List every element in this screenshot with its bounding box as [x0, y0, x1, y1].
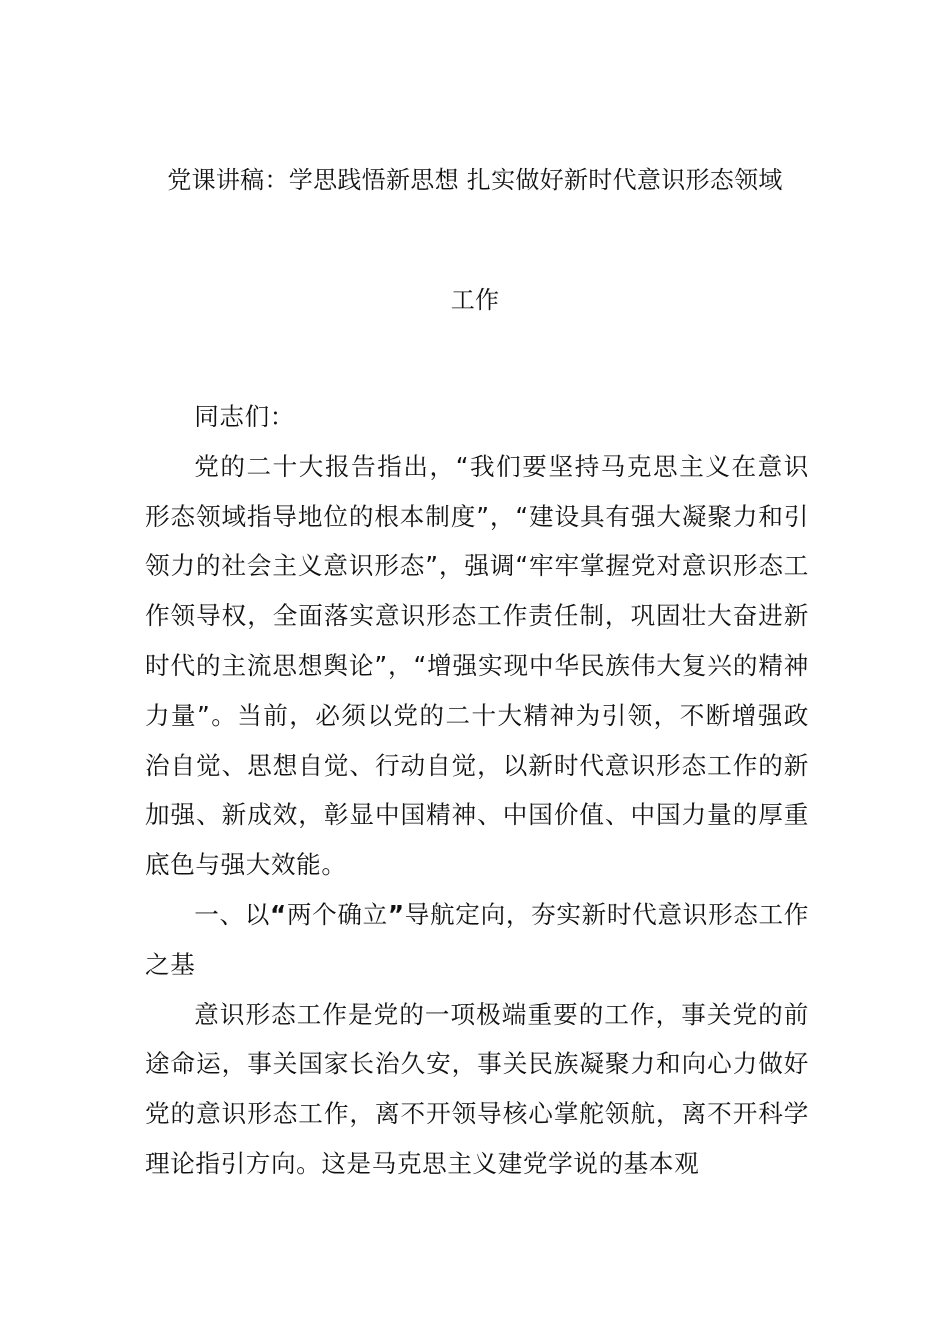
- section-heading-quoted: 两个确立: [286, 899, 388, 929]
- section-heading-1: [145, 890, 809, 990]
- salutation: 同志们：: [194, 402, 295, 431]
- document-body: [145, 392, 809, 1189]
- section-heading-prefix: 一、以: [194, 899, 270, 929]
- paragraph-2: 意识形态工作是党的一项极端重要的工作，事关党的前途命运，事关国家长治久安，事关民族凝聚力和向心力做好党的意识形态工作，离不开领导核心掌舵领航，离不开科学理论指引方向。这是马克思主义建党学说的基本观: [145, 999, 809, 1178]
- document-title-line-2: 工作: [450, 286, 500, 314]
- section-heading-rest: 导航定向，夯实新时代意识形态工作之基: [145, 899, 809, 979]
- close-quote: ”: [387, 899, 405, 929]
- open-quote: “: [270, 899, 287, 929]
- document-title-line-1: 党课讲稿：学思践悟新思想 扎实做好新时代意识形态领域: [167, 166, 783, 194]
- paragraph-1: 党的二十大报告指出，“我们要坚持马克思主义在意识形态领域指导地位的根本制度”，“建设具有强大凝聚力和引领力的社会主义意识形态”，强调“牢牢掌握党对意识形态工作领导权，全面落实意识形态工作责任制，巩固壮大奋进新时代的主流思想舆论”，“增强实现中华民族伟大复兴的精神力量”。当前，必须以党的二十大精神为引领，不断增强政治自觉、思想自觉、行动自觉，以新时代意识形态工作的新加强、新成效，彰显中国精神、中国价值、中国力量的厚重底色与强大效能。: [145, 451, 809, 880]
